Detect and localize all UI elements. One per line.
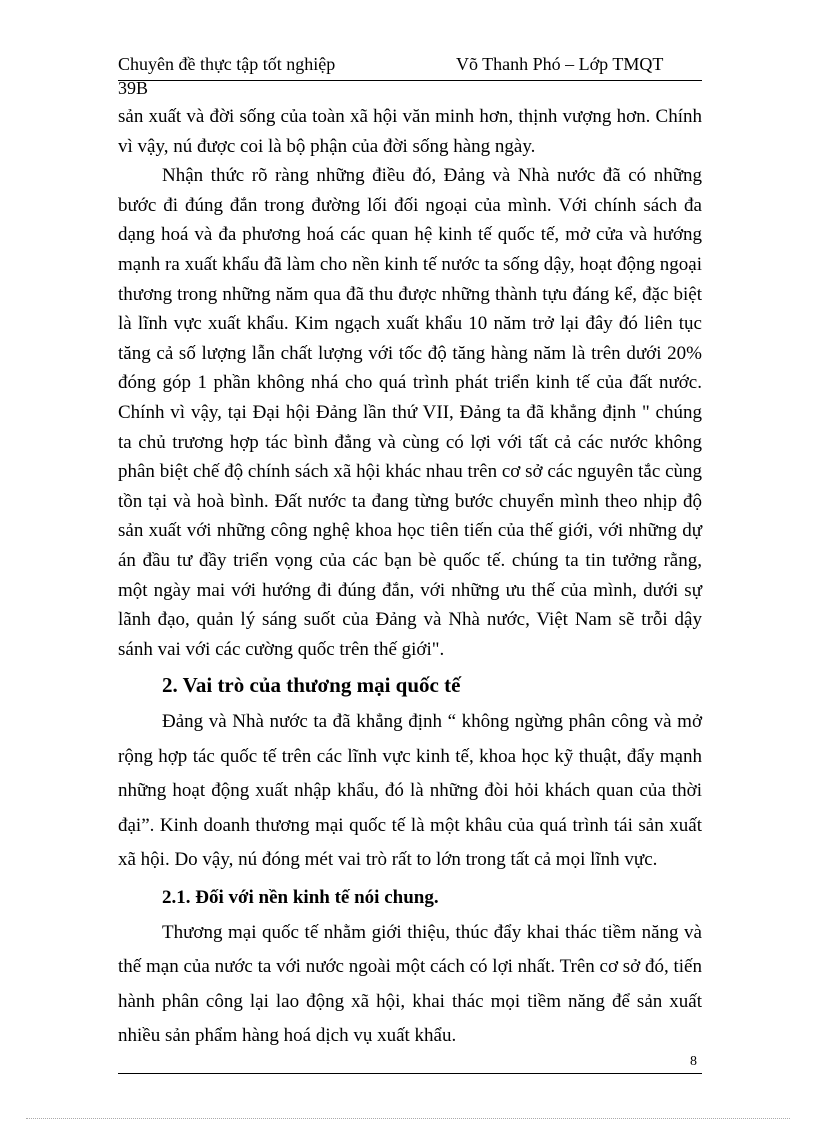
paragraph-intro: sản xuất và đời sống của toàn xã hội văn minh hơn, thịnh vượng hơn. Chính vì vậy, nú được coi là bộ phận của đời sống hàng ngày.: [118, 106, 702, 157]
paragraph-role: Đảng và Nhà nước ta đã khẳng định “ không ngừng phân công và mở rộng hợp tác quốc tế trên các lĩnh vực kinh tế, khoa học kỹ thuật, đẩy mạnh những hoạt động xuất nhập khẩu, đó là những đòi hỏi khách quan của thời đại”. Kinh doanh thương mại quốc tế là một khâu của quá trình tái sản xuất xã hội. Do vậy, nú đóng mét vai trò rất to lớn trong tất cả mọi lĩnh vực.: [118, 711, 702, 871]
header-document-title: Chuyên đề thực tập tốt nghiệp 39B: [118, 54, 336, 98]
page-number: 8: [690, 1054, 697, 1069]
header-author: Võ Thanh Phó – Lớp TMQT: [456, 54, 664, 74]
paragraph-economy: Thương mại quốc tế nhằm giới thiệu, thúc đẩy khai thác tiềm năng và thế mạn của nước ta với nước ngoài một cách có lợi nhất. Trên cơ sở đó, tiến hành phân công lại lao động xã hội, khai thác mọi tiềm năng để sản xuất nhiều sản phẩm hàng hoá dịch vụ xuất khẩu.: [118, 921, 702, 1047]
page-bottom-border: [26, 1118, 790, 1119]
footer-divider: [118, 1073, 702, 1074]
subsection-heading: 2.1. Đối với nền kinh tế nói chung.: [162, 886, 439, 908]
page-content: [118, 102, 702, 1054]
page-header: [118, 52, 702, 98]
paragraph-policy: Nhận thức rõ ràng những điều đó, Đảng và Nhà nước đã có những bước đi đúng đắn trong đường lối đối ngoại của mình. Với chính sách đa dạng hoá và đa phương hoá các quan hệ kinh tế quốc tế, mở cửa và hướng mạnh ra xuất khẩu đã làm cho nền kinh tế nước ta sống dậy, hoạt động ngoại thương trong những năm qua đã thu được những thành tựu đáng kể, đặc biệt là lĩnh vực xuất khẩu. Kim ngạch xuất khẩu 10 năm trở lại đây đó liên tục tăng cả số lượng lẫn chất lượng với tốc độ tăng hàng năm là trên dưới 20% đóng góp 1 phần không nhá cho quá trình phát triển kinh tế của đất nước. Chính vì vậy, tại Đại hội Đảng lần thứ VII, Đảng ta đã khẳng định " chúng ta chủ trương hợp tác bình đẳng và cùng có lợi với tất cả các nước không phân biệt chế độ chính sách xã hội khác nhau trên cơ sở các nguyên tắc cùng tồn tại và hoà bình. Đất nước ta đang từng bước chuyển mình theo nhịp độ sản xuất với những công nghệ khoa học tiên tiến của thế giới, với những dự án đầu tư đầy triển vọng của các bạn bè quốc tế. chúng ta tin tưởng rằng, một ngày mai với hướng đi đúng đắn, với những ưu thế của mình, dưới sự lãnh đạo, quản lý sáng suốt của Đảng và Nhà nước, Việt Nam sẽ trỗi dậy sánh vai với các cường quốc trên thế giới".: [118, 165, 702, 660]
section-heading: 2. Vai trò của thương mại quốc tế: [162, 673, 461, 698]
header-divider: [118, 80, 702, 81]
